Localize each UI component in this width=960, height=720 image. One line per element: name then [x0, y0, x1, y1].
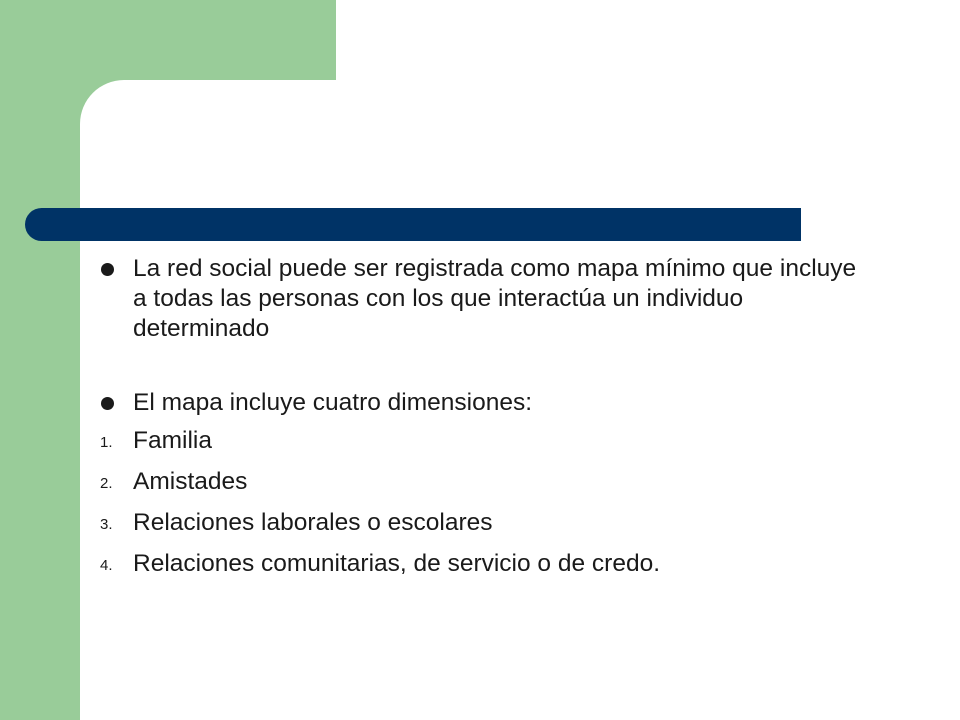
- title-divider-bar: [25, 208, 801, 241]
- item-text: Amistades: [133, 468, 248, 495]
- bullet-dot-icon: [101, 263, 114, 276]
- item-number: 4.: [100, 557, 113, 574]
- item-text: Relaciones laborales o escolares: [133, 509, 493, 536]
- item-number: 3.: [100, 516, 113, 533]
- item-number: 2.: [100, 475, 113, 492]
- bullet-item: [100, 388, 860, 418]
- numbered-item: [100, 508, 860, 538]
- bullet-text: La red social puede ser registrada como mapa mínimo que incluye a todas las personas con los que interactúa un individuo determinado: [133, 255, 857, 342]
- numbered-item: [100, 549, 860, 579]
- numbered-item: [100, 426, 860, 456]
- slide-body: [100, 254, 860, 590]
- numbered-item: [100, 467, 860, 497]
- bullet-dot-icon: [101, 397, 114, 410]
- bullet-text: El mapa incluye cuatro dimensiones:: [133, 389, 533, 416]
- bullet-item: [100, 254, 860, 344]
- item-text: Familia: [133, 427, 212, 454]
- item-number: 1.: [100, 434, 113, 451]
- item-text: Relaciones comunitarias, de servicio o de credo.: [133, 550, 661, 577]
